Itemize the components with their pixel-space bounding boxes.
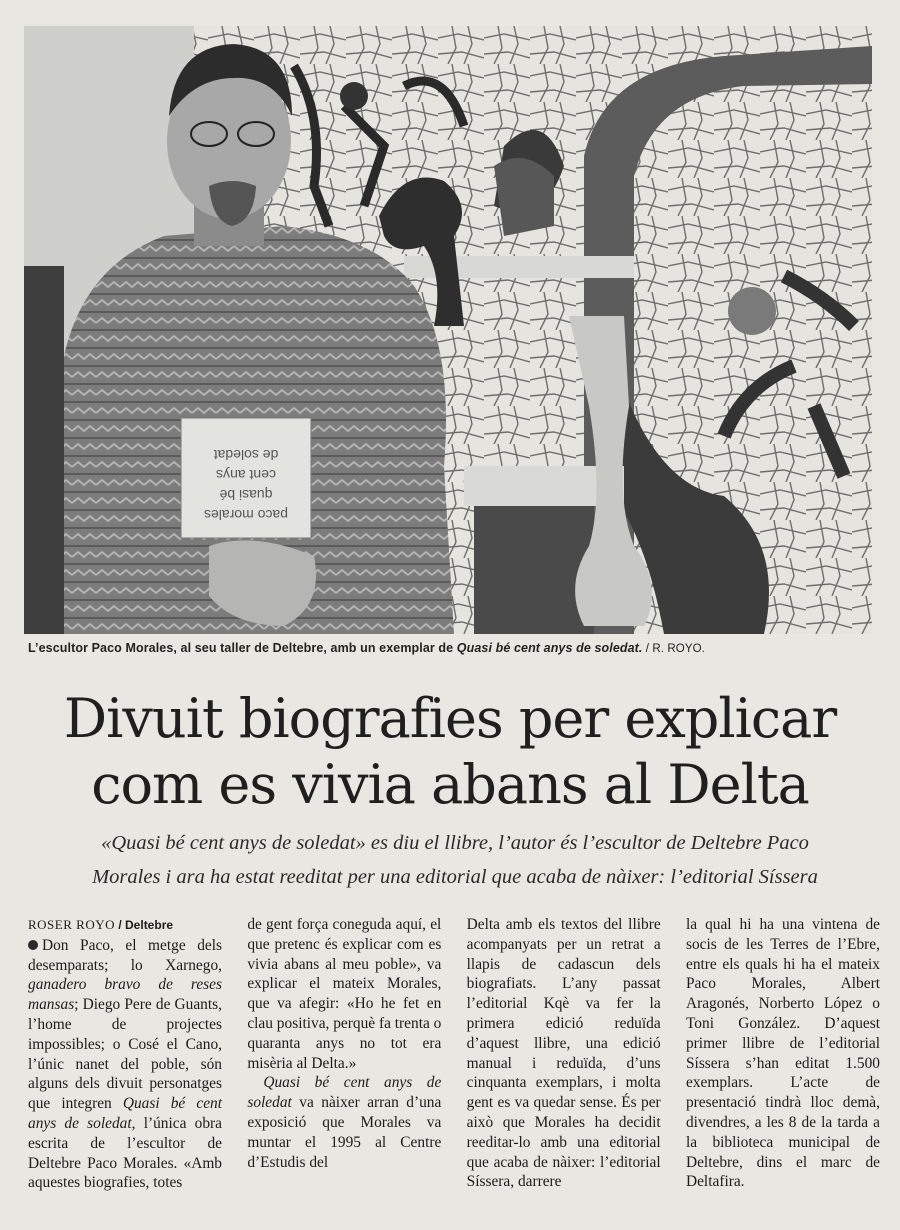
byline-city: Deltebre [125, 918, 174, 932]
headline-line-1: Divuit biografies per explicar [63, 687, 837, 750]
body-column-2 [247, 915, 441, 1220]
body-column-4 [686, 915, 880, 1220]
body-paragraph [28, 936, 222, 1193]
standfirst [30, 826, 880, 894]
standfirst-line-2: Morales i ara ha estat reeditat per una editorial que acaba de nàixer: l’editorial Síssera [92, 866, 818, 888]
book-cover-line: cent anys [216, 467, 276, 483]
standfirst-line-1: «Quasi bé cent anys de soledat» es diu el llibre, l’autor és l’escultor de Deltebre Paco [101, 832, 809, 854]
body-text: ; Diego Pere de Guants, l’home de projectes impossibles; o Cosé el Cano, l’únic nanet del poble, són alguns dels divuit personatges que integren [28, 996, 222, 1113]
body-column-3 [467, 915, 661, 1220]
body-column-1 [28, 915, 222, 1220]
book-cover-line: paco morales [203, 507, 289, 523]
byline-separator: / [115, 918, 126, 932]
photo-sculptor-workshop [24, 26, 872, 634]
caption-text: L’escultor Paco Morales, al seu taller de Deltebre, amb un exemplar de [28, 641, 457, 655]
headline-line-2: com es vivia abans al Delta [91, 753, 809, 816]
body-paragraph: de gent força coneguda aquí, el que pretenc és explicar com es vivia abans al meu poble», va explicar el mateix Morales, que va afegir: «Ho he fet en clau positiva, perquè fa trenta o quaranta anys no tot era misèria al Delta.» [247, 916, 442, 1072]
body-text: , l’única obra escrita de l’escultor de Deltebre Paco Morales. «Amb aquestes biografies, totes [28, 1114, 222, 1192]
body-italic: ganadero bravo de reses mansas [28, 976, 222, 1014]
book-cover-line: de soledat [213, 447, 279, 463]
body-text: Don Paco, el metge dels desemparats; lo Xarnego, [28, 936, 222, 974]
bullet-icon [28, 940, 38, 950]
book-cover-line: quasi bé [219, 487, 273, 503]
body-text: va nàixer arran d’una exposició que Morales va muntar el 1995 al Centre d’Estudis del [247, 1094, 442, 1171]
article-photo [24, 26, 872, 634]
photo-caption [28, 641, 878, 655]
body-paragraph [247, 1073, 441, 1172]
article-body [28, 915, 880, 1220]
byline-author: ROSER ROYO [28, 917, 115, 932]
headline [0, 686, 900, 818]
body-paragraph: la qual hi ha una vintena de socis de les Terres de l’Ebre, entre els quals hi ha el mateix Paco Morales, Albert Aragonés, Norberto López o Toni González. D’aquest primer llibre de l’editorial Síssera s’han editat 1.500 exemplars. L’acte de presentació tindrà lloc demà, divendres, a les 8 de la tarda a la biblioteca municipal de Deltebre, dins el marc de Deltafira. [685, 916, 880, 1191]
body-italic: Quasi bé cent anys de soledat [247, 1074, 442, 1112]
byline [28, 915, 222, 936]
caption-book-title: Quasi bé cent anys de soledat. [456, 641, 643, 655]
caption-credit: / R. ROYO. [642, 643, 705, 655]
body-italic: Quasi bé cent anys de soledat [28, 1095, 222, 1132]
body-paragraph: Delta amb els textos del llibre acompanyats per un retrat a llapis de cadascun dels biografiats. L’any passat l’editorial Kqè va fer la primera edició reduïda d’aquest llibre, una edició manual i reduïda, d’uns cinquanta exemplars, i molta gent es va quedar sense. És per això que Morales ha decidit reeditar-lo amb una editorial que acaba de nàixer: l’editorial Síssera, darrere [466, 916, 661, 1191]
